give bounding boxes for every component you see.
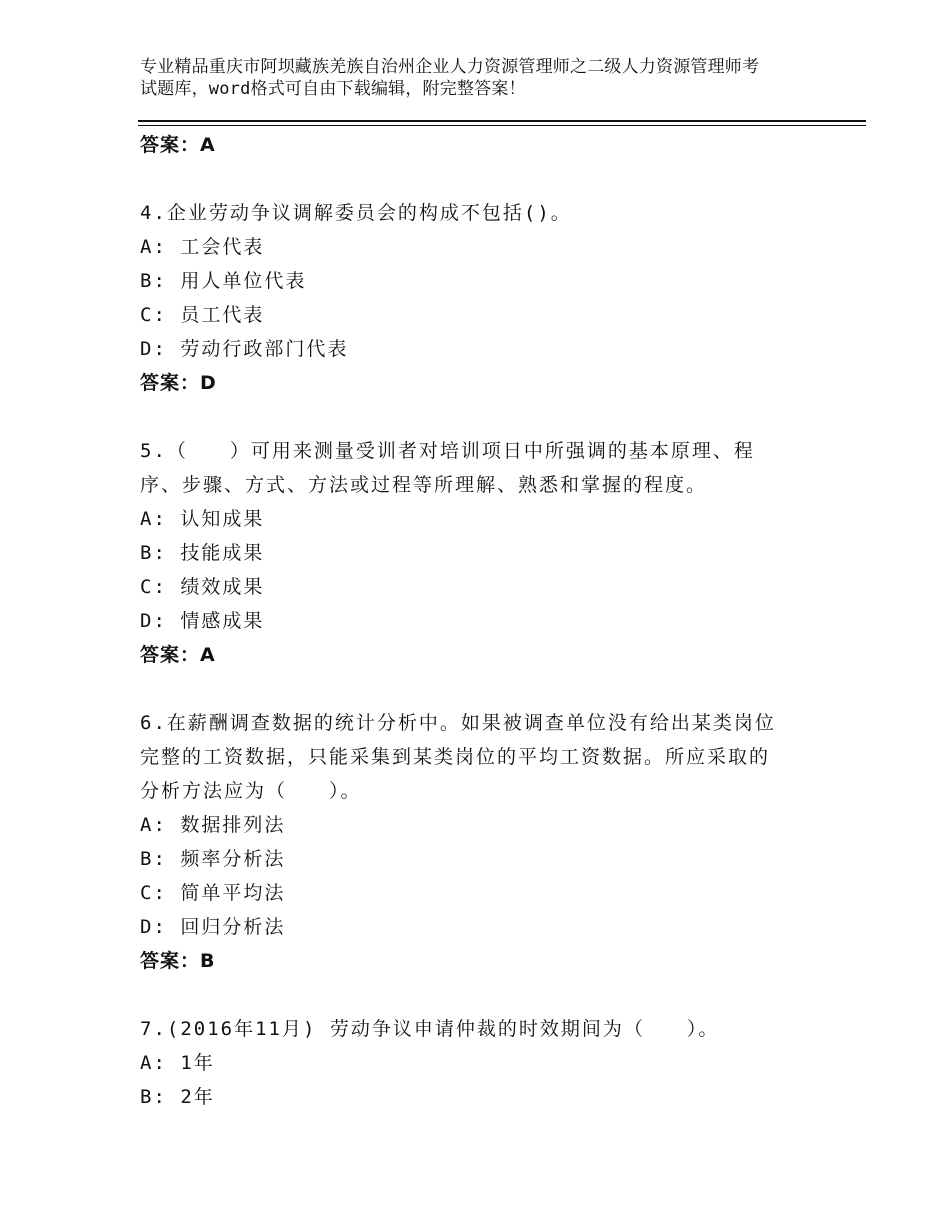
question-stem: 5.（ ）可用来测量受训者对培训项日中所强调的基本原理、程: [140, 440, 755, 462]
question-block: [140, 1012, 830, 1114]
option-b: B: 2年: [140, 1086, 215, 1108]
question-content: [140, 128, 830, 1114]
header-divider-thin: [138, 125, 866, 126]
question-block: [140, 706, 830, 978]
option-c: C: 员工代表: [140, 304, 265, 326]
header-divider-thick: [138, 120, 866, 122]
option-d: D: 回归分析法: [140, 916, 286, 938]
answer-label: 答案：D: [140, 372, 217, 394]
option-d: D: 情感成果: [140, 610, 265, 632]
option-c: C: 简单平均法: [140, 882, 286, 904]
header-title-line2: 试题库，word格式可自由下载编辑，附完整答案！: [140, 79, 526, 99]
question-block: [140, 434, 830, 672]
question-stem: 分析方法应为（ ）。: [140, 780, 362, 802]
answer-label: 答案：A: [140, 134, 216, 156]
option-a: A: 工会代表: [140, 236, 265, 258]
option-a: A: 认知成果: [140, 508, 265, 530]
option-a: A: 数据排列法: [140, 814, 286, 836]
question-stem: 完整的工资数据，只能采集到某类岗位的平均工资数据。所应采取的: [140, 746, 771, 768]
document-header: [140, 56, 830, 100]
option-c: C: 绩效成果: [140, 576, 265, 598]
question-stem: 4.企业劳动争议调解委员会的构成不包括()。: [140, 202, 572, 224]
option-b: B: 频率分析法: [140, 848, 286, 870]
question-stem: 7.(2016年11月) 劳动争议申请仲裁的时效期间为（ ）。: [140, 1018, 720, 1040]
option-b: B: 用人单位代表: [140, 270, 307, 292]
option-a: A: 1年: [140, 1052, 215, 1074]
question-stem: 序、步骤、方式、方法或过程等所理解、熟悉和掌握的程度。: [140, 474, 708, 496]
header-title-line1: 专业精品重庆市阿坝藏族羌族自治州企业人力资源管理师之二级人力资源管理师考: [140, 57, 760, 77]
question-stem: 6.在薪酬调查数据的统计分析中。如果被调查单位没有给出某类岗位: [140, 712, 776, 734]
answer-label: 答案：A: [140, 644, 216, 666]
answer-label: 答案：B: [140, 950, 216, 972]
question-block: [140, 196, 830, 400]
option-b: B: 技能成果: [140, 542, 265, 564]
option-d: D: 劳动行政部门代表: [140, 338, 349, 360]
